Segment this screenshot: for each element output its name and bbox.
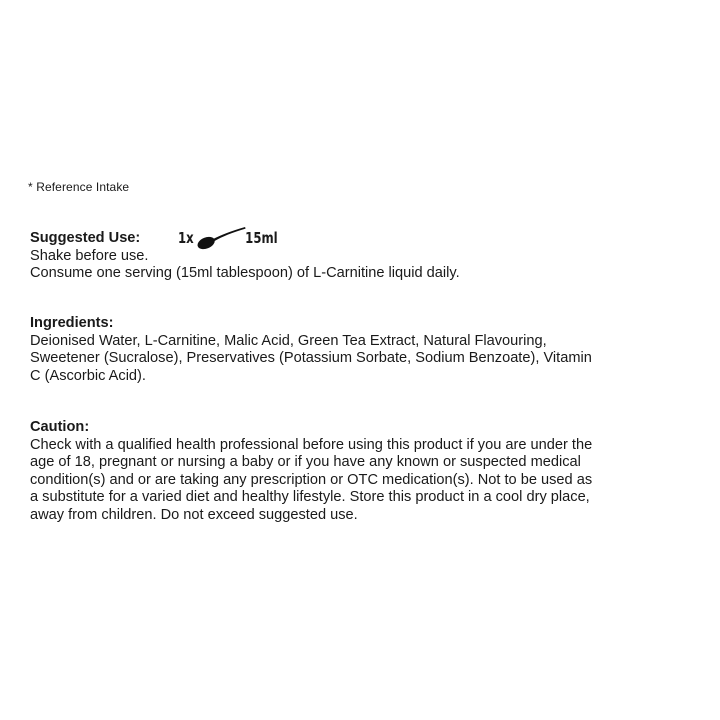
suggested-use-section <box>30 230 695 283</box>
suggested-use-line: Shake before use. <box>30 247 149 264</box>
dose-amount: 15ml <box>245 229 278 247</box>
dosage-indicator <box>178 226 278 252</box>
caution-line: away from children. Do not exceed suggested use. <box>30 506 358 523</box>
dose-quantity: 1x <box>178 229 194 247</box>
caution-title: Caution: <box>30 419 90 435</box>
caution-line: Check with a qualified health professional before using this product if you are under the <box>30 436 593 453</box>
ingredients-line: Deionised Water, L-Carnitine, Malic Acid, Green Tea Extract, Natural Flavouring, <box>30 332 547 349</box>
reference-intake-note: * Reference Intake <box>28 180 130 194</box>
tablespoon-icon <box>196 226 248 252</box>
caution-section <box>30 419 695 524</box>
suggested-use-line: Consume one serving (15ml tablespoon) of L-Carnitine liquid daily. <box>30 265 460 281</box>
ingredients-line: Sweetener (Sucralose), Preservatives (Potassium Sorbate, Sodium Benzoate), Vitamin <box>30 350 592 366</box>
suggested-use-title-row <box>30 230 695 248</box>
caution-line: age of 18, pregnant or nursing a baby or if you have any known or suspected medical <box>30 454 581 470</box>
ingredients-section <box>30 315 695 385</box>
suggested-use-title: Suggested Use: <box>30 230 141 246</box>
caution-line: a substitute for a varied diet and healthy lifestyle. Store this product in a cool dry place, <box>30 489 590 505</box>
caution-line: condition(s) and or are taking any prescription or OTC medication(s). Not to be used as <box>30 471 593 488</box>
ingredients-line: C (Ascorbic Acid). <box>30 367 146 384</box>
ingredients-title: Ingredients: <box>30 315 114 331</box>
